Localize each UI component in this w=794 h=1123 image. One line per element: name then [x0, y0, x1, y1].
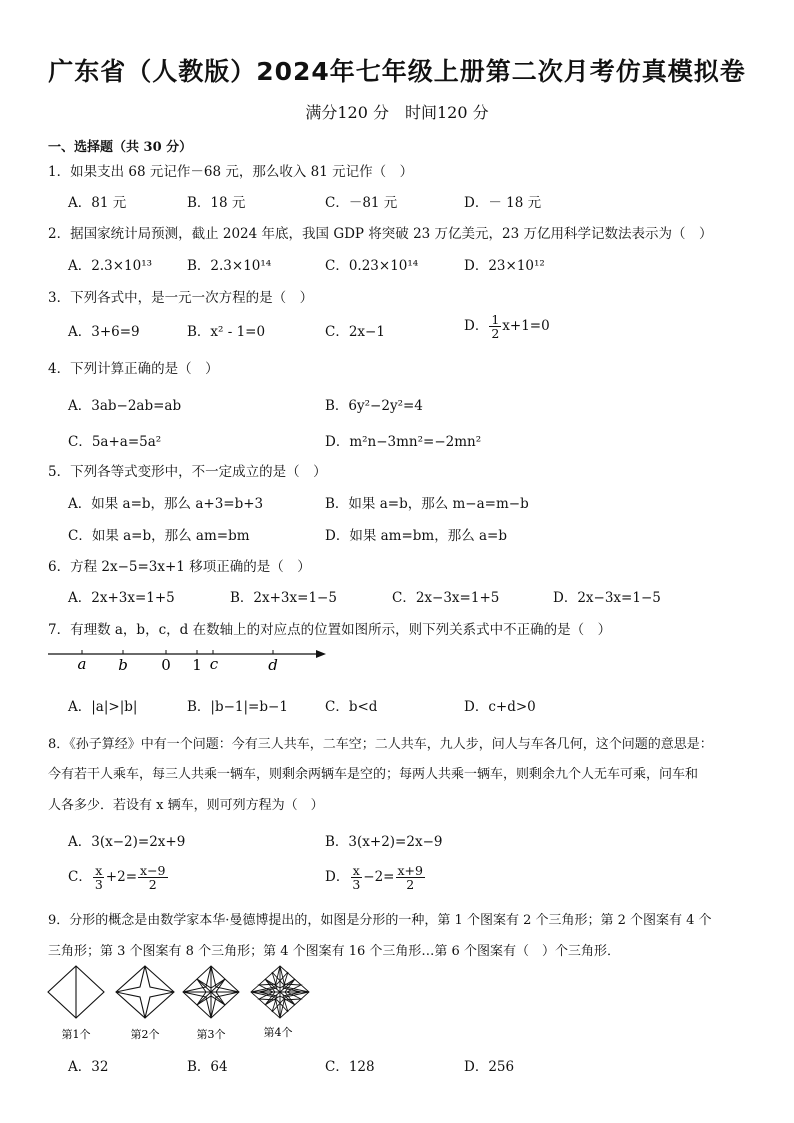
numberline-label-0: 0 — [161, 656, 171, 674]
question-2-stem: 2．据国家统计局预测，截止 2024 年底，我国 GDP 将突破 23 万亿美元，23 万亿用科学记数法表示为（ ） — [48, 226, 713, 242]
numberline-label-b: b — [118, 656, 128, 674]
q1-option-d: D．－ 18 元 — [464, 195, 542, 211]
q2-option-c: C．0.23×10¹⁴ — [325, 258, 419, 274]
q4-option-b: B．6y²−2y²=4 — [325, 398, 423, 414]
question-8-stem-line-3: 人各多少．若设有 x 辆车，则可列方程为（ ） — [48, 798, 324, 813]
fractal-caption-1: 第1个 — [61, 1028, 91, 1041]
question-3-stem: 3．下列各式中，是一元一次方程的是（ ） — [48, 290, 314, 306]
fraction: $\frac{x-9}{2}$ — [140, 863, 166, 893]
q7-option-a: A．|a|>|b| — [68, 699, 138, 715]
question-5-stem: 5．下列各等式变形中，不一定成立的是（ ） — [48, 464, 327, 480]
q4-option-c: C．5a+a=5a² — [68, 434, 162, 450]
q1-option-a: A．81 元 — [68, 195, 127, 211]
q8-option-d: D． $\frac{x}{3}$ −2= $\frac{x+9}{2}$ — [325, 863, 423, 893]
q1-option-c: C．－81 元 — [325, 195, 398, 211]
q7-option-b: B．|b−1|=b−1 — [187, 699, 288, 715]
question-9-stem-line-2: 三角形；第 3 个图案有 8 个三角形；第 4 个图案有 16 个三角形…第 6 个图案有（ ）个三角形． — [48, 944, 620, 959]
q5-option-c: C．如果 a=b，那么 am=bm — [68, 528, 250, 544]
question-1-stem: 1．如果支出 68 元记作－68 元，那么收入 81 元记作（ ） — [48, 164, 414, 180]
q3-option-d: D． $\frac{1}{2}$ x+1=0 — [464, 312, 550, 342]
q3-option-b: B．x² - 1=0 — [187, 324, 266, 340]
q9-option-c: C．128 — [325, 1059, 375, 1075]
numberline-label-1: 1 — [192, 656, 202, 674]
fraction: $\frac{x+9}{2}$ — [397, 863, 423, 893]
q6-option-b: B．2x+3x=1−5 — [230, 590, 337, 606]
page-title: 广东省（人教版）2024年七年级上册第二次月考仿真模拟卷 — [48, 57, 746, 86]
fraction: $\frac{x}{3}$ — [94, 863, 103, 893]
number-line — [0, 640, 794, 680]
q2-option-a: A．2.3×10¹³ — [68, 258, 153, 274]
q9-option-b: B．64 — [187, 1059, 228, 1075]
q7-option-c: C．b<d — [325, 699, 378, 715]
question-9-stem-line-1: 9．分形的概念是由数学家本华·曼德博提出的，如图是分形的一种，第 1 个图案有 2 个三角形；第 2 个图案有 4 个 — [48, 913, 712, 928]
q8-option-c-label: C． — [68, 869, 92, 886]
q8-option-c: C． $\frac{x}{3}$ +2= $\frac{x-9}{2}$ — [68, 863, 166, 893]
q2-option-d: D．23×10¹² — [464, 258, 545, 274]
fractal-pattern-2 — [116, 966, 174, 1018]
question-8-stem-line-2: 今有若干人乘车，每三人共乘一辆车，则剩余两辆车是空的；每两人共乘一辆车，则剩余九个人无车可乘，问车和 — [48, 767, 699, 782]
fractal-caption-3: 第3个 — [196, 1028, 226, 1041]
q5-option-b: B．如果 a=b，那么 m−a=m−b — [325, 496, 529, 512]
fraction: $\frac{1}{2}$ — [491, 312, 500, 342]
q4-option-d: D．m²n−3mn²=−2mn² — [325, 434, 482, 450]
fractal-pattern-3 — [183, 966, 239, 1018]
q6-option-c: C．2x−3x=1+5 — [392, 590, 500, 606]
q6-option-a: A．2x+3x=1+5 — [68, 590, 175, 606]
q8-option-d-label: D． — [325, 869, 350, 886]
question-6-stem: 6．方程 2x−5=3x+1 移项正确的是（ ） — [48, 559, 311, 575]
q3-option-c: C．2x−1 — [325, 324, 385, 340]
q9-option-d: D．256 — [464, 1059, 515, 1075]
numberline-label-d: d — [268, 656, 278, 674]
q5-option-a: A．如果 a=b，那么 a+3=b+3 — [68, 496, 264, 512]
section-heading: 一、选择题（共 30 分） — [48, 140, 193, 155]
q4-option-a: A．3ab−2ab=ab — [68, 398, 182, 414]
fractal-pattern-1 — [48, 966, 104, 1018]
page-subtitle: 满分120 分 时间120 分 — [305, 103, 489, 122]
q8-option-b: B．3(x+2)=2x−9 — [325, 834, 443, 850]
question-7-stem: 7．有理数 a，b，c，d 在数轴上的对应点的位置如图所示，则下列关系式中不正确的是（ ） — [48, 622, 612, 638]
fractal-caption-2: 第2个 — [130, 1028, 160, 1041]
fractal-caption-4: 第4个 — [263, 1026, 293, 1039]
fractal-pattern-4 — [251, 966, 309, 1018]
q7-option-d: D．c+d>0 — [464, 699, 536, 715]
fractal-figures — [0, 958, 794, 1058]
numberline-label-c: c — [209, 655, 219, 673]
q8-option-a: A．3(x−2)=2x+9 — [68, 834, 186, 850]
q5-option-d: D．如果 am=bm，那么 a=b — [325, 528, 508, 544]
question-8-stem-line-1: 8．《孙子算经》中有一个问题：今有三人共车，二车空；二人共车，九人步，问人与车各几何，这个问题的意思是： — [48, 737, 713, 752]
q3-option-d-label: D． — [464, 318, 489, 335]
q1-option-b: B．18 元 — [187, 195, 246, 211]
question-4-stem: 4．下列计算正确的是（ ） — [48, 361, 219, 377]
q2-option-b: B．2.3×10¹⁴ — [187, 258, 272, 274]
fraction: $\frac{x}{3}$ — [352, 863, 361, 893]
q9-option-a: A．32 — [68, 1059, 109, 1075]
numberline-label-a: a — [77, 655, 87, 673]
q6-option-d: D．2x−3x=1−5 — [553, 590, 661, 606]
q3-option-a: A．3+6=9 — [68, 324, 140, 340]
